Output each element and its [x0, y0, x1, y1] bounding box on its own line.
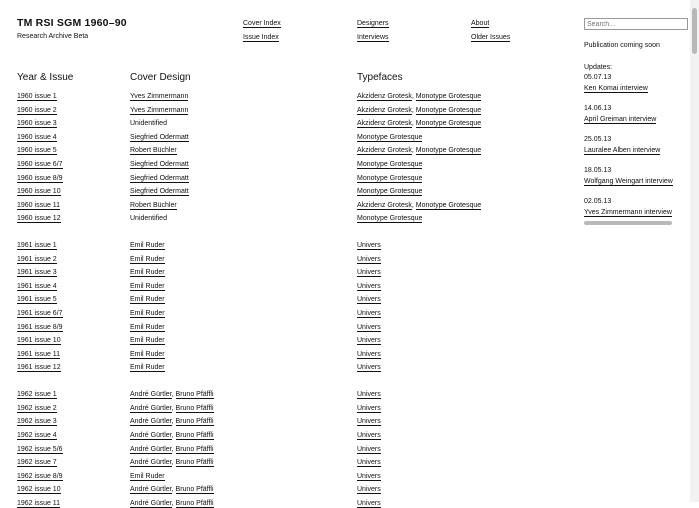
issue-link[interactable]: 1961 issue 2 [17, 255, 57, 263]
typefaces [357, 242, 381, 249]
designer-link[interactable]: André Gürtler [130, 404, 172, 412]
designer-link[interactable]: André Gürtler [130, 391, 172, 399]
designer-link[interactable]: Bruno Pfäffli [175, 391, 214, 399]
cover-designers [130, 405, 214, 412]
typefaces [357, 432, 381, 439]
cover-designers [130, 351, 165, 358]
separator: , [171, 486, 176, 494]
cover-designers [130, 337, 165, 344]
update-date: 14.06.13 [584, 105, 612, 112]
designer-link[interactable]: Bruno Pfäffli [175, 499, 214, 507]
issue-link[interactable]: 1960 issue 6/7 [17, 160, 63, 168]
designer-link[interactable]: Emil Ruder [130, 323, 165, 331]
cover-designers [130, 296, 165, 303]
typefaces [357, 337, 381, 344]
designer-link[interactable]: Siegfried Odermatt [130, 160, 189, 168]
cover-designers [130, 473, 165, 480]
typefaces [357, 175, 422, 182]
updates-label: Updates: [584, 64, 613, 71]
typeface-link[interactable]: Univers [357, 255, 381, 263]
update-date: 05.07.13 [584, 74, 612, 81]
separator: , [411, 93, 416, 100]
typefaces [357, 93, 481, 100]
cover-designers [130, 446, 214, 453]
page-scrollbar[interactable] [690, 0, 699, 502]
cover-designers [130, 486, 214, 493]
designer-link[interactable]: Bruno Pfäffli [175, 445, 214, 453]
issue-link[interactable]: 1960 issue 1 [17, 93, 57, 100]
issue-link[interactable]: 1960 issue 5 [17, 147, 57, 155]
designer-link[interactable]: Emil Ruder [130, 364, 165, 372]
cover-designers [130, 202, 177, 209]
typefaces [357, 459, 381, 466]
designer-link[interactable]: Emil Ruder [130, 350, 165, 358]
typeface-link[interactable]: Univers [357, 459, 381, 467]
typefaces [357, 202, 481, 209]
designer-link[interactable]: Emil Ruder [130, 296, 165, 304]
cover-designers [130, 432, 214, 439]
typeface-link[interactable]: Univers [357, 499, 381, 507]
separator: , [411, 120, 416, 128]
typeface-link[interactable]: Univers [357, 337, 381, 345]
issue-link[interactable]: 1960 issue 8/9 [17, 174, 63, 182]
typeface-link[interactable]: Monotype Grotesque [415, 147, 482, 155]
separator: , [171, 418, 176, 426]
typefaces [357, 500, 381, 507]
designer-link[interactable]: Siegfried Odermatt [130, 188, 189, 196]
nav-cover-index[interactable]: Cover Index [243, 20, 281, 27]
issue-link[interactable]: 1962 issue 7 [17, 459, 57, 467]
designer-link[interactable]: Siegfried Odermatt [130, 133, 189, 141]
typeface-link[interactable]: Monotype Grotesque [415, 93, 482, 100]
cover-designers [130, 93, 188, 100]
typeface-link[interactable]: Univers [357, 282, 381, 290]
designer-link[interactable]: André Gürtler [130, 459, 172, 467]
update-interview-link[interactable]: Wolfgang Weingart interview [584, 178, 673, 185]
typeface-link[interactable]: Monotype Grotesque [415, 201, 482, 209]
cover-designers [130, 418, 214, 425]
cover-designers [130, 364, 165, 371]
designer-link[interactable]: Siegfried Odermatt [130, 174, 189, 182]
issue-link[interactable]: 1961 issue 12 [17, 364, 61, 372]
designer-link[interactable]: Emil Ruder [130, 269, 165, 277]
separator: , [171, 431, 176, 439]
update-date: 18.05.13 [584, 167, 612, 174]
designer-link[interactable]: Emil Ruder [130, 310, 165, 317]
publication-note: Publication coming soon [584, 42, 660, 49]
typeface-link[interactable]: Univers [357, 418, 381, 426]
nav-interviews[interactable]: Interviews [357, 34, 389, 41]
designer-link[interactable]: Emil Ruder [130, 337, 165, 345]
site-title: TM RSI SGM 1960–90 [17, 17, 127, 29]
designer-link[interactable]: Yves Zimmermann [130, 106, 189, 114]
typeface-link[interactable]: Univers [357, 269, 381, 277]
update-interview-link[interactable]: Lauralee Alben interview [584, 147, 661, 154]
update-date: 25.05.13 [584, 136, 612, 143]
typefaces [357, 147, 481, 154]
typeface-link[interactable]: Monotype Grotesque [357, 174, 423, 182]
cover-designers [130, 107, 188, 114]
nav-designers[interactable]: Designers [357, 20, 389, 27]
separator: , [171, 404, 176, 412]
typefaces [357, 486, 381, 493]
sidebar-horizontal-scrollbar[interactable] [584, 221, 672, 225]
designer-link[interactable]: Bruno Pfäffli [175, 486, 214, 494]
separator: , [411, 106, 416, 114]
designer-link[interactable]: Emil Ruder [130, 282, 165, 290]
issue-link[interactable]: 1962 issue 10 [17, 486, 61, 494]
update-date: 02.05.13 [584, 198, 612, 205]
cover-unidentified: Unidentified [130, 120, 167, 128]
typefaces [357, 269, 381, 276]
typeface-link[interactable]: Akzidenz Grotesk [357, 93, 412, 100]
typefaces [357, 283, 381, 290]
designer-link[interactable]: Bruno Pfäffli [175, 404, 214, 412]
issue-link[interactable]: 1960 issue 3 [17, 120, 57, 128]
issue-link[interactable]: 1960 issue 11 [17, 201, 61, 209]
designer-link[interactable]: Emil Ruder [130, 472, 165, 480]
designer-link[interactable]: André Gürtler [130, 445, 172, 453]
separator: , [411, 147, 416, 155]
issue-link[interactable]: 1962 issue 4 [17, 431, 57, 439]
cover-designers [130, 134, 189, 141]
issue-link[interactable]: 1961 issue 5 [17, 296, 57, 304]
designer-link[interactable]: Emil Ruder [130, 255, 165, 263]
designer-link[interactable]: André Gürtler [130, 418, 172, 426]
typeface-link[interactable]: Univers [357, 323, 381, 331]
issue-link[interactable]: 1961 issue 11 [17, 350, 61, 358]
typeface-link[interactable]: Univers [357, 404, 381, 412]
designer-link[interactable]: Emil Ruder [130, 242, 165, 250]
separator: , [171, 459, 176, 467]
cover-designers [130, 147, 177, 154]
cover-designers [130, 310, 165, 317]
typefaces [357, 351, 381, 358]
issue-link[interactable]: 1961 issue 1 [17, 242, 57, 250]
search-input[interactable] [584, 18, 688, 30]
separator: , [411, 201, 416, 209]
header-typefaces: Typefaces [357, 72, 403, 83]
issue-link[interactable]: 1961 issue 4 [17, 282, 57, 290]
typefaces [357, 418, 381, 425]
typefaces [357, 215, 422, 222]
typeface-link[interactable]: Univers [357, 242, 381, 250]
update-interview-link[interactable]: April Greiman interview [584, 116, 657, 123]
typeface-link[interactable]: Monotype Grotesque [357, 188, 423, 196]
typeface-link[interactable]: Univers [357, 391, 381, 399]
typeface-link[interactable]: Univers [357, 364, 381, 372]
issue-link[interactable]: 1962 issue 1 [17, 391, 57, 399]
cover-designers [130, 324, 165, 331]
typeface-link[interactable]: Monotype Grotesque [357, 133, 423, 141]
update-interview-link[interactable]: Yves Zimmermann interview [584, 209, 672, 216]
issue-link[interactable]: 1962 issue 8/9 [17, 472, 63, 480]
update-interview-link[interactable]: Ken Komai interview [584, 85, 648, 92]
cover-designers [130, 269, 165, 276]
typeface-link[interactable]: Univers [357, 486, 381, 494]
nav-issue-index[interactable]: Issue Index [243, 34, 279, 41]
separator: , [171, 445, 176, 453]
scrollbar-thumb[interactable] [692, 8, 697, 54]
issue-link[interactable]: 1961 issue 8/9 [17, 323, 63, 331]
designer-link[interactable]: Bruno Pfäffli [175, 431, 214, 439]
cover-designers [130, 283, 165, 290]
typefaces [357, 473, 381, 480]
designer-link[interactable]: André Gürtler [130, 486, 172, 494]
designer-link[interactable]: Robert Büchler [130, 147, 177, 155]
cover-designers [130, 242, 165, 249]
issue-link[interactable]: 1960 issue 4 [17, 133, 57, 141]
typefaces [357, 256, 381, 263]
typefaces [357, 134, 422, 141]
cover-designers [130, 120, 167, 127]
designer-link[interactable]: Robert Büchler [130, 201, 177, 209]
typeface-link[interactable]: Monotype Grotesque [415, 106, 482, 114]
typefaces [357, 120, 481, 127]
typeface-link[interactable]: Univers [357, 350, 381, 358]
cover-designers [130, 391, 214, 398]
typefaces [357, 107, 481, 114]
cover-designers [130, 188, 189, 195]
designer-link[interactable]: Bruno Pfäffli [175, 459, 214, 467]
typeface-link[interactable]: Akzidenz Grotesk [357, 120, 412, 128]
cover-designers [130, 256, 165, 263]
separator: , [171, 391, 176, 399]
typeface-link[interactable]: Univers [357, 296, 381, 304]
typeface-link[interactable]: Univers [357, 310, 381, 317]
typeface-link[interactable]: Monotype Grotesque [357, 160, 423, 168]
typefaces [357, 364, 381, 371]
designer-link[interactable]: André Gürtler [130, 499, 172, 507]
cover-designers [130, 215, 167, 222]
typefaces [357, 405, 381, 412]
typefaces [357, 310, 381, 317]
cover-unidentified: Unidentified [130, 215, 167, 223]
typeface-link[interactable]: Univers [357, 472, 381, 480]
cover-designers [130, 175, 189, 182]
issue-link[interactable]: 1960 issue 10 [17, 188, 61, 196]
typeface-link[interactable]: Akzidenz Grotesk [357, 147, 412, 155]
cover-designers [130, 500, 214, 507]
nav-about[interactable]: About [471, 20, 490, 27]
typeface-link[interactable]: Univers [357, 431, 381, 439]
typefaces [357, 161, 422, 168]
typeface-link[interactable]: Akzidenz Grotesk [357, 106, 412, 114]
designer-link[interactable]: André Gürtler [130, 431, 172, 439]
issue-link[interactable]: 1961 issue 10 [17, 337, 61, 345]
issue-link[interactable]: 1961 issue 3 [17, 269, 57, 277]
typeface-link[interactable]: Akzidenz Grotesk [357, 201, 412, 209]
typeface-link[interactable]: Monotype Grotesque [357, 215, 423, 223]
issue-link[interactable]: 1962 issue 11 [17, 499, 61, 507]
nav-older-issues[interactable]: Older Issues [471, 34, 511, 41]
site-subtitle: Research Archive Beta [17, 33, 89, 40]
typefaces [357, 324, 381, 331]
issue-link[interactable]: 1962 issue 2 [17, 404, 57, 412]
designer-link[interactable]: Yves Zimmermann [130, 93, 189, 100]
issue-link[interactable]: 1962 issue 3 [17, 418, 57, 426]
typeface-link[interactable]: Univers [357, 445, 381, 453]
cover-designers [130, 459, 214, 466]
header-cover-design: Cover Design [130, 72, 191, 83]
issue-link[interactable]: 1961 issue 6/7 [17, 310, 63, 317]
typefaces [357, 296, 381, 303]
typefaces [357, 446, 381, 453]
typefaces [357, 391, 381, 398]
cover-designers [130, 161, 189, 168]
separator: , [171, 499, 176, 507]
typefaces [357, 188, 422, 195]
typeface-link[interactable]: Monotype Grotesque [415, 120, 482, 128]
designer-link[interactable]: Bruno Pfäffli [175, 418, 214, 426]
issue-link[interactable]: 1960 issue 12 [17, 215, 61, 223]
issue-link[interactable]: 1962 issue 5/6 [17, 445, 63, 453]
header-year-issue: Year & Issue [17, 72, 74, 83]
issue-link[interactable]: 1960 issue 2 [17, 106, 57, 114]
